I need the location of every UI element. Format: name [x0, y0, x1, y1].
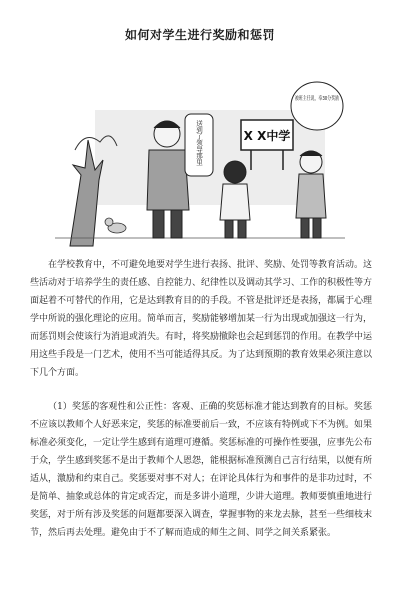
cartoon-illustration	[55, 70, 357, 246]
right-speech-bubble	[291, 82, 357, 130]
board-text: X X中学	[243, 129, 291, 143]
left-bubble-text: 送到了领导那里	[195, 120, 203, 166]
body-paragraph-intro: 在学校教育中，不可避免地要对学生进行表扬、批评、奖励、处罚等教育活动。这些活动对于培养学生的责任感、自控能力、纪律性以及调动其学习、工作的积极性等方面起着不可替代的作用，它是达到教育目的的手段。不管是批评还是表扬，都属于心理学中所说的强化理论的应用。简单而言，奖励能够增加某一行为出现或加强这一行为，而惩罚则会使该行为消退或消失。有时，将奖励撤除也会起到惩罚的作用。在教学中运用这些手段是一门艺术，使用不当可能适得其反。为了达到预期的教育效果必须注意以下几个方面。	[30, 260, 373, 378]
body-paragraph-objectivity: （1）奖惩的客观性和公正性：客观、正确的奖惩标准才能达到教育的目标。奖惩不应该以教师个人好恶来定，奖惩的标准要前后一致，不应该有特例或下不为例。如果标准必须变化，一定让学生感到有道理可遵循。奖惩标准的可操作性要强，应事先公布于众，学生感到奖惩不是出于教师个人恩怨，能根据标准预测自己言行结果，以便有所适从，激励和约束自己。奖惩要对事不对人；在评论具体行为和事件的是非功过时，不是简单、抽象或总体的肯定或否定，而是多讲小道理，少讲大道理。教师要慎重地进行奖惩，对于所有涉及奖惩的问题都要深入调查，掌握事物的来龙去脉，甚至一些细枝末节，然后再去处理。避免由于不了解而造成的师生之间、同学之间关系紧张。	[30, 402, 373, 538]
page-title: 如何对学生进行奖励和惩罚	[124, 28, 275, 42]
left-speech-bubble	[185, 114, 213, 176]
right-bubble-text: 被班主任说，奉30分奖励	[295, 96, 357, 102]
